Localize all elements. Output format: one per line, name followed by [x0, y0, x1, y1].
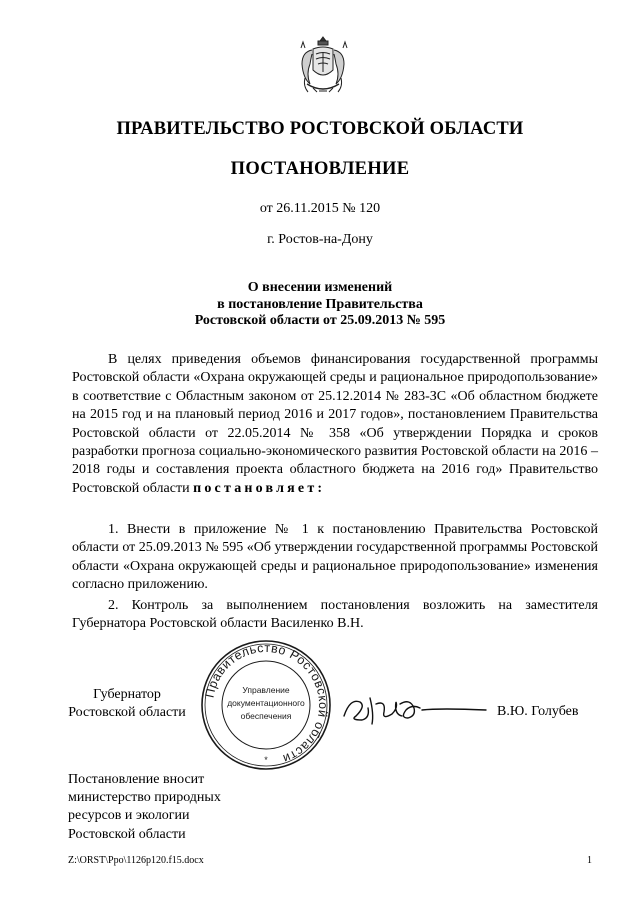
preamble-text: В целях приведения объемов финансирования государственной программы Ростовской области «Охрана окружающей среды и рациональное природопользование» в соответствие с Областным законом от 25.12.2014 № 283-ЗС «Об областном бюджете на 2015 год и на плановый период 2016 и 2017 годов», постановлением Правительства Ростовской области от 22.05.2014 № 358 «Об утверждении Порядка и сроков разработки прогноза социально-экономического развития Ростовской области на 2016 – 2018 годы и составления проекта областного бюджета на 2016 год» Правительство Ростовской области [72, 352, 598, 496]
introduced-by-line: Постановление вносит [68, 772, 205, 787]
position-line: Губернатор [93, 687, 161, 702]
introduced-by-line: Ростовской области [68, 826, 186, 842]
preamble-paragraph [72, 351, 598, 498]
subject-line: Ростовской области от 25.09.2013 № 595 [194, 313, 446, 328]
signatory-name: В.Ю. Голубев [497, 704, 579, 719]
introduced-by-line: ресурсов и экологии [68, 808, 190, 824]
page-number: 1 [587, 855, 592, 866]
stamp-inner-line: Управление [242, 685, 290, 695]
introduced-by-block [68, 771, 221, 844]
footer-file-path: Z:\ORST\Ppo\1126p120.f15.docx [68, 855, 204, 866]
introduced-by-line: министерство природных [68, 790, 221, 806]
handwritten-signature [340, 690, 490, 730]
stamp-star-icon: * [264, 755, 268, 765]
stamp-inner-line: обеспечения [240, 711, 292, 721]
document-type: ПОСТАНОВЛЕНИЕ [230, 159, 410, 179]
government-title: ПРАВИТЕЛЬСТВО РОСТОВСКОЙ ОБЛАСТИ [116, 119, 524, 139]
decree-item-1: 1. Внести в приложение № 1 к постановлению Правительства Ростовской области от 25.09.2013 № 595 «Об утверждении государственной программы Ростовской области «Охрана окружающей среды и рациональное природопользование» изменения согласно приложению. [72, 522, 598, 593]
document-place: г. Ростов-на-Дону [267, 232, 373, 247]
document-date-number: от 26.11.2015 № 120 [259, 201, 381, 216]
decree-item-2: 2. Контроль за выполнением постановления возложить на заместителя Губернатора Ростовской области Василенко В.Н. [72, 598, 598, 632]
document-subject [0, 280, 640, 330]
subject-line: О внесении изменений [247, 280, 393, 295]
subject-line: в постановление Правительства [217, 296, 423, 312]
stamp-outer-text: Правительство Ростовской области [202, 640, 331, 767]
position-line: Ростовской области [68, 705, 186, 720]
official-stamp [199, 638, 333, 772]
coat-of-arms-icon [296, 34, 350, 98]
decree-word: постановляет: [193, 480, 326, 496]
stamp-inner-line: документационного [227, 698, 305, 708]
signatory-position [62, 686, 192, 722]
